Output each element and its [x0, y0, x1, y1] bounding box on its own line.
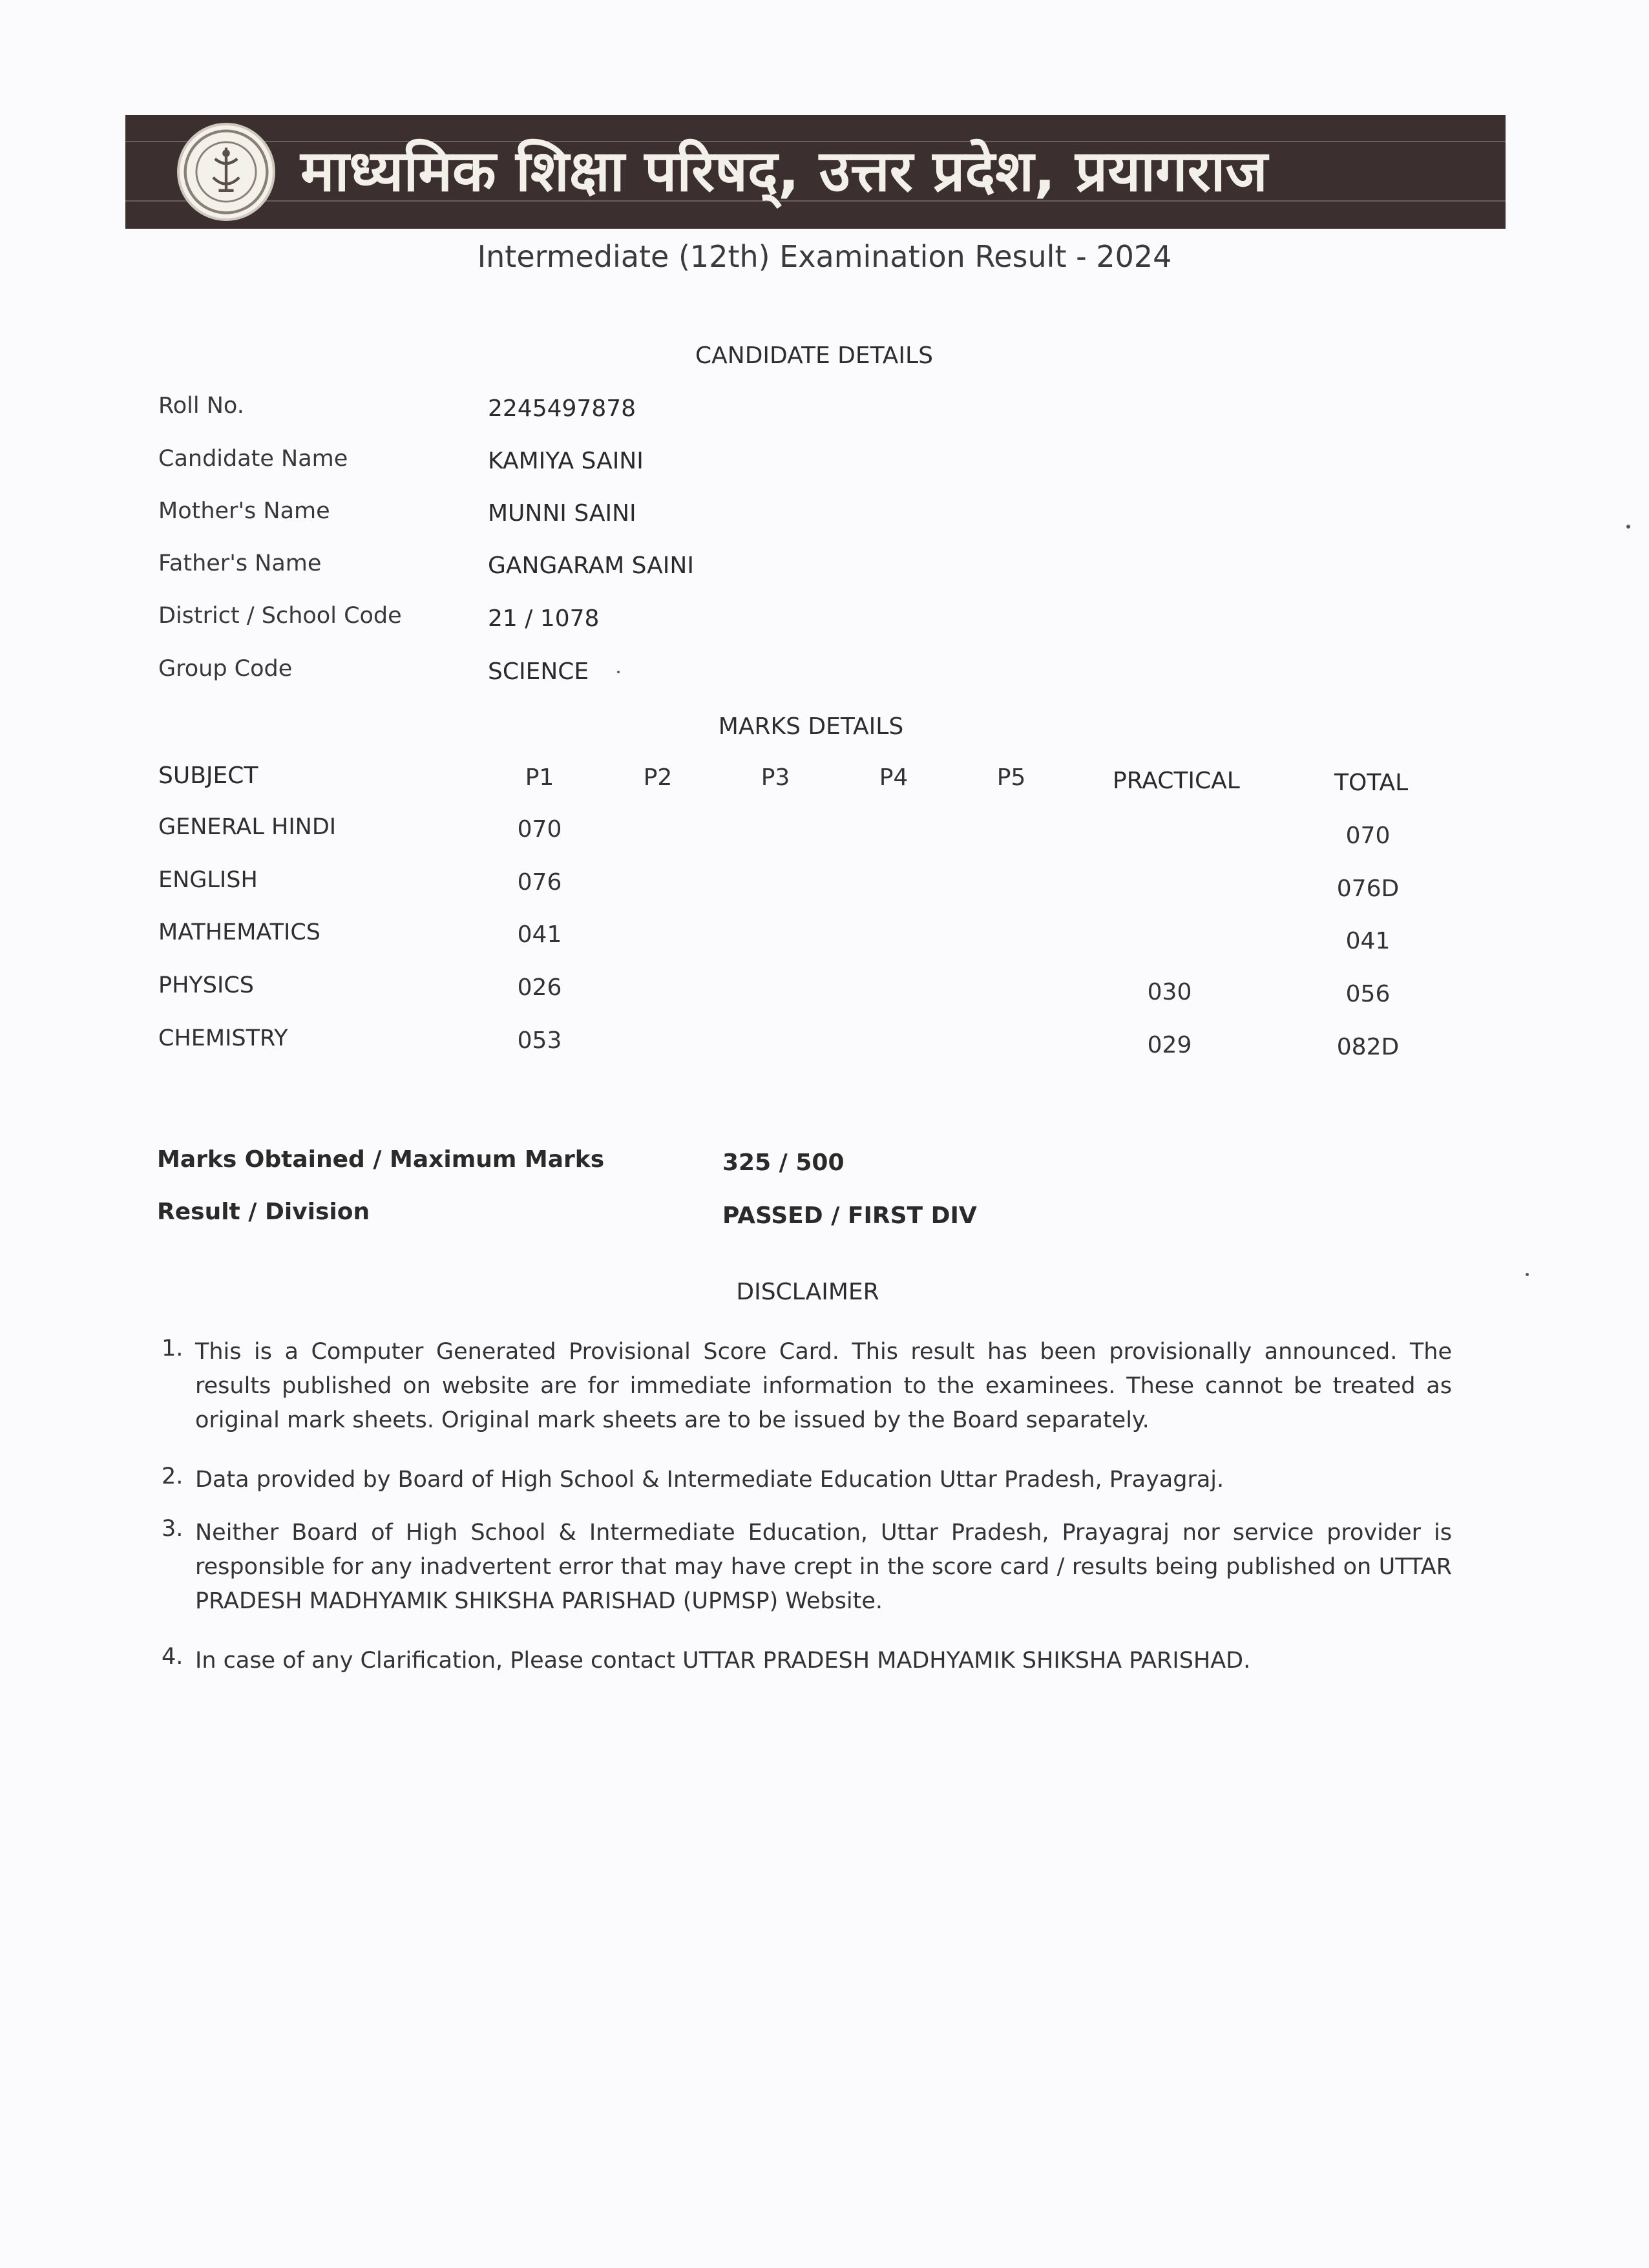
col-header-p2: P2 [643, 764, 673, 791]
candidate-name-value: KAMIYA SAINI [488, 448, 644, 474]
marks-obtained-label: Marks Obtained / Maximum Marks [157, 1146, 605, 1173]
mothers-name-label: Mother's Name [158, 498, 330, 524]
col-header-p5: P5 [996, 764, 1026, 791]
col-header-p1: P1 [525, 764, 554, 791]
table-cell-total: 070 [1345, 823, 1391, 849]
table-row-subject: ENGLISH [158, 867, 258, 893]
district-school-code-label: District / School Code [158, 603, 402, 629]
table-row-subject: CHEMISTRY [158, 1025, 288, 1051]
table-row-subject: MATHEMATICS [158, 919, 321, 945]
board-emblem-logo [177, 123, 275, 221]
disclaimer-item-text: In case of any Clarification, Please contact UTTAR PRADESH MADHYAMIK SHIKSHA PARISHAD. [195, 1648, 1251, 1674]
district-school-code-value: 21 / 1078 [488, 605, 600, 632]
marks-details-heading: MARKS DETAILS [718, 713, 904, 740]
candidate-name-label: Candidate Name [158, 446, 348, 472]
col-header-practical: PRACTICAL [1113, 768, 1240, 794]
table-cell-practical: 029 [1147, 1032, 1192, 1058]
exam-title: Intermediate (12th) Examination Result - 2024 [477, 239, 1172, 274]
scan-speck [617, 671, 620, 673]
disclaimer-item-text: Data provided by Board of High School & Intermediate Education Uttar Pradesh, Prayagraj. [195, 1467, 1224, 1493]
table-cell-p1: 070 [517, 816, 562, 843]
disclaimer-item-number: 1. [162, 1336, 184, 1361]
table-cell-practical: 030 [1147, 979, 1192, 1005]
group-code-value: SCIENCE [488, 658, 589, 685]
board-name-hindi: माध्यमिक शिक्षा परिषद्, उत्तर प्रदेश, प्रयागराज [300, 138, 1268, 204]
table-cell-p1: 041 [517, 921, 562, 948]
table-row-subject: GENERAL HINDI [158, 814, 337, 840]
disclaimer-item-text: This is a Computer Generated Provisional Score Card. This result has been provisionally announced. The results published on website are for immediate information to the examinees. These cannot be treated as original mark sheets. Original mark sheets are to be issued by the Board separately. [195, 1339, 1452, 1433]
marks-obtained-value: 325 / 500 [722, 1150, 845, 1176]
result-division-value: PASSED / FIRST DIV [722, 1202, 977, 1229]
fathers-name-value: GANGARAM SAINI [488, 552, 694, 579]
col-header-p4: P4 [879, 764, 909, 791]
mothers-name-value: MUNNI SAINI [488, 500, 636, 527]
scan-speck [1626, 525, 1630, 529]
table-cell-total: 082D [1336, 1034, 1400, 1060]
disclaimer-heading: DISCLAIMER [736, 1279, 879, 1305]
disclaimer-item-number: 4. [162, 1644, 184, 1670]
roll-no-label: Roll No. [158, 393, 244, 419]
col-header-total: TOTAL [1334, 770, 1409, 796]
disclaimer-item-text: Neither Board of High School & Intermediate Education, Uttar Pradesh, Prayagraj nor service provider is responsible for any inadvertent error that may have crept in the score card / results being published on UTTAR PRADESH MADHYAMIK SHIKSHA PARISHAD (UPMSP) Website. [195, 1520, 1452, 1614]
fathers-name-label: Father's Name [158, 551, 322, 576]
candidate-details-heading: CANDIDATE DETAILS [695, 342, 933, 369]
disclaimer-item-number: 2. [162, 1464, 184, 1489]
table-cell-p1: 076 [517, 869, 562, 896]
scan-speck [1526, 1273, 1529, 1276]
roll-no-value: 2245497878 [488, 395, 636, 422]
disclaimer-item-number: 3. [162, 1516, 184, 1542]
table-cell-total: 076D [1336, 876, 1400, 902]
col-header-subject: SUBJECT [158, 762, 258, 789]
col-header-p3: P3 [761, 764, 790, 791]
result-division-label: Result / Division [157, 1199, 370, 1225]
table-cell-p1: 053 [517, 1027, 562, 1054]
table-cell-total: 056 [1345, 981, 1391, 1007]
table-cell-p1: 026 [517, 974, 562, 1001]
table-cell-total: 041 [1345, 928, 1391, 954]
group-code-label: Group Code [158, 656, 293, 682]
table-row-subject: PHYSICS [158, 972, 254, 998]
